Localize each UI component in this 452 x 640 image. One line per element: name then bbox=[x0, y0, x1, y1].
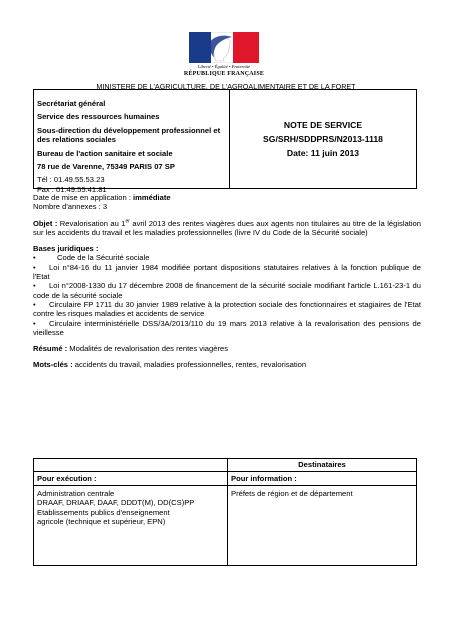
note-date: Date: 11 juin 2013 bbox=[286, 148, 360, 158]
application-label: Date de mise en application : bbox=[33, 193, 134, 202]
bases-item-1: Code de la Sécurité sociale bbox=[57, 253, 150, 263]
application-date bbox=[33, 193, 421, 202]
execution-recipients bbox=[34, 486, 228, 566]
objet-paragraph bbox=[33, 219, 421, 238]
header-box bbox=[33, 89, 417, 194]
secretariat: Secrétariat général bbox=[37, 99, 106, 108]
resume-label: Résumé : bbox=[33, 344, 68, 354]
resume-text: Modalités de revalorisation des rentes viagères bbox=[67, 344, 229, 354]
bullet: • bbox=[33, 318, 36, 328]
note-reference: SG/SRH/SDDPRS/N2013-1118 bbox=[263, 134, 383, 144]
bases-item-4: Circulaire FP 1711 du 30 janvier 1989 relative à la protection sociale des fonctionnaires et stagiaires de l'Etat contre les risques maladies et accidents de service bbox=[33, 299, 421, 319]
address: 78 rue de Varenne, 75349 PARIS 07 SP bbox=[37, 162, 175, 172]
keywords-paragraph bbox=[33, 360, 421, 369]
recipients-body-row bbox=[34, 486, 416, 566]
execution-line-2: DRAAF, DRIAAF, DAAF, DDDT(M), DD(CS)PP bbox=[37, 498, 195, 508]
note-body bbox=[33, 193, 421, 370]
list-item bbox=[33, 263, 421, 282]
telephone: Tél : 01.49.55.53.23 bbox=[37, 175, 105, 185]
information-line-1: Préfets de région et de département bbox=[231, 489, 353, 498]
list-item bbox=[33, 300, 421, 319]
note-title: NOTE DE SERVICE bbox=[283, 120, 363, 130]
information-label: Pour information : bbox=[231, 474, 297, 483]
marianne-profile-icon bbox=[202, 34, 242, 62]
service: Service des ressources humaines bbox=[37, 112, 160, 122]
recipients-table bbox=[33, 458, 417, 566]
bullet: • bbox=[33, 262, 36, 272]
annex-count: Nombre d'annexes : 3 bbox=[33, 202, 108, 212]
bases-label: Bases juridiques : bbox=[33, 244, 99, 254]
information-recipients bbox=[228, 486, 416, 566]
subdirection: Sous-direction du développement professionnel et des relations sociales bbox=[37, 125, 221, 145]
recipients-header-row bbox=[34, 471, 416, 486]
ministry-name: MINISTERE DE L'AGRICULTURE, DE L'AGROALIMENTAIRE ET DE LA FORET bbox=[96, 82, 356, 91]
fax: Fax : 01.49.55.41.81 bbox=[37, 184, 107, 194]
objet-text-1: Revalorisation au 1 bbox=[57, 218, 126, 228]
bullet: • bbox=[33, 281, 36, 291]
execution-line-1: Administration centrale bbox=[37, 489, 115, 498]
objet-text-2: avril 2013 des rentes viagères dues aux agents non titulaires au titre de la législation sur les accidents du travail et les maladies professionnelles (livre IV du Code de la Sécurité sociale) bbox=[33, 218, 421, 237]
recipients-title: Destinataires bbox=[298, 460, 346, 469]
bullet: • bbox=[33, 299, 36, 309]
note-block bbox=[230, 90, 416, 188]
bases-item-2: Loi n°84-16 du 11 janvier 1984 modifiée portant dispositions statutaires relatives à la fonction publique de l'Etat bbox=[33, 262, 421, 282]
execution-label: Pour exécution : bbox=[34, 472, 228, 485]
keywords-text: accidents du travail, maladies professionnelles, rentes, revalorisation bbox=[72, 360, 307, 370]
bullet: • bbox=[33, 253, 36, 263]
motto: Liberté • Égalité • Fraternité bbox=[197, 64, 251, 69]
bureau: Bureau de l'action sanitaire et sociale bbox=[37, 148, 173, 158]
list-item bbox=[33, 319, 421, 338]
objet-label: Objet : bbox=[33, 218, 58, 228]
application-value: immédiate bbox=[133, 193, 171, 202]
recipients-title-row bbox=[34, 459, 416, 471]
bases-item-5: Circulaire interministérielle DSS/3A/2013/110 du 19 mars 2013 relative à la revalorisation des pensions de vieillesse bbox=[33, 318, 421, 337]
issuer-block bbox=[34, 90, 230, 194]
execution-line-3: Etablissements publics d'enseignement bbox=[37, 507, 170, 517]
republic-name: RÉPUBLIQUE FRANÇAISE bbox=[183, 71, 265, 77]
objet-sup: er bbox=[125, 218, 130, 225]
keywords-label: Mots-clés : bbox=[33, 360, 73, 370]
list-item bbox=[33, 253, 421, 262]
list-item bbox=[33, 281, 421, 300]
resume-paragraph bbox=[33, 344, 421, 353]
execution-line-4: agricole (technique et supérieur, EPN) bbox=[37, 516, 166, 526]
bases-item-3: Loi n°2008-1330 du 17 décembre 2008 de financement de la sécurité sociale modifiant l'article L.161-23-1 du code de la sécurité sociale bbox=[33, 281, 421, 300]
